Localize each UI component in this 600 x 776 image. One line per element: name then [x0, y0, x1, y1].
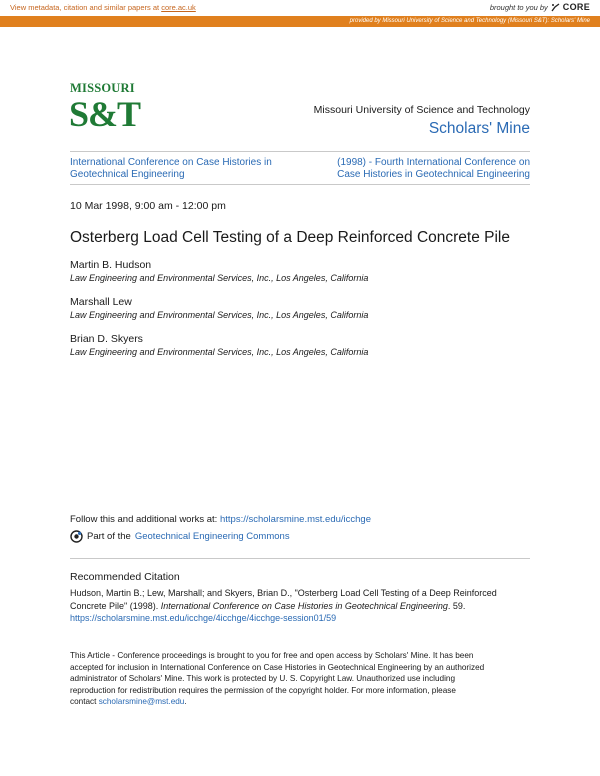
core-provided-band	[0, 16, 600, 27]
logo-missouri-text: MISSOURI	[70, 81, 135, 95]
core-logo-icon	[551, 3, 560, 12]
core-provided-text: provided by Missouri University of Science and Technology (Missouri S&T): Scholars' Mine	[349, 18, 590, 24]
notice-period: .	[184, 697, 187, 706]
divider	[70, 184, 530, 185]
contact-email-link[interactable]: scholarsmine@mst.edu	[98, 697, 185, 706]
notice-line: accepted for inclusion in International Conference on Case Histories in Geotechnical Engineering by an authorized	[70, 662, 485, 672]
conference-event-line: Case Histories in Geotechnical Engineering	[337, 169, 530, 180]
citation-line: Hudson, Martin B.; Lew, Marshall; and Skyers, Brian D., "Osterberg Load Cell Testing of a Deep Reinforced	[70, 588, 497, 598]
part-of-text: Part of the	[87, 531, 131, 542]
core-link[interactable]: core.ac.uk	[161, 3, 196, 12]
institution-name: Missouri University of Science and Technology	[313, 104, 530, 116]
part-of-line	[70, 530, 290, 543]
conference-event-link[interactable]	[310, 157, 530, 181]
recommended-citation	[70, 587, 530, 625]
core-brought-by[interactable]	[490, 0, 590, 15]
author-name: Martin B. Hudson	[70, 259, 152, 271]
author-affiliation: Law Engineering and Environmental Services, Inc., Los Angeles, California	[70, 273, 369, 283]
citation-number: . 59.	[447, 600, 466, 611]
follow-text: Follow this and additional works at:	[70, 514, 220, 525]
author-affiliation: Law Engineering and Environmental Services, Inc., Los Angeles, California	[70, 310, 369, 320]
follow-url-link[interactable]: https://scholarsmine.mst.edu/icchge	[219, 514, 371, 525]
core-metadata-text	[10, 0, 196, 15]
repository-link[interactable]: Scholars' Mine	[428, 120, 530, 137]
notice-contact-text: contact	[70, 697, 99, 706]
citation-url-link[interactable]: https://scholarsmine.mst.edu/icchge/4icchge/4icchge-session01/59	[70, 613, 337, 623]
paper-title: Osterberg Load Cell Testing of a Deep Reinforced Concrete Pile	[70, 229, 510, 246]
conference-series-line: Geotechnical Engineering	[70, 169, 185, 180]
commons-link[interactable]: Geotechnical Engineering Commons	[134, 531, 290, 542]
conference-event-line: (1998) - Fourth International Conference on	[337, 157, 530, 168]
core-logo-text: CORE	[562, 2, 590, 12]
core-metadata-label: View metadata, citation and similar papers at	[10, 3, 162, 12]
access-notice	[70, 650, 530, 708]
creative-commons-icon	[70, 530, 83, 543]
author-name: Brian D. Skyers	[70, 333, 143, 345]
notice-line: administrator of Scholars' Mine. This work is protected by U. S. Copyright Law. Unauthorized use including	[70, 674, 456, 683]
notice-line: reproduction for redistribution requires the permission of the copyright holder. For more information, please	[70, 685, 456, 695]
citation-line: Concrete Pile" (1998).	[70, 600, 161, 611]
mst-logo[interactable]	[70, 82, 140, 138]
recommended-citation-heading: Recommended Citation	[70, 571, 180, 583]
core-brought-text: brought to you by	[489, 3, 548, 12]
conference-series-line: International Conference on Case Histories in	[70, 157, 272, 168]
follow-line	[70, 514, 371, 525]
divider	[70, 151, 530, 152]
notice-line: This Article - Conference proceedings is brought to you for free and open access by Scholars' Mine. It has been	[70, 651, 474, 660]
author-affiliation: Law Engineering and Environmental Services, Inc., Los Angeles, California	[70, 347, 369, 357]
divider	[70, 558, 530, 559]
logo-st-text: S&T	[69, 94, 141, 134]
author-name: Marshall Lew	[70, 296, 132, 308]
conference-series-link[interactable]	[70, 157, 300, 181]
core-banner	[0, 0, 600, 15]
citation-venue: International Conference on Case Histories in Geotechnical Engineering	[160, 600, 448, 611]
event-date: 10 Mar 1998, 9:00 am - 12:00 pm	[70, 200, 226, 212]
